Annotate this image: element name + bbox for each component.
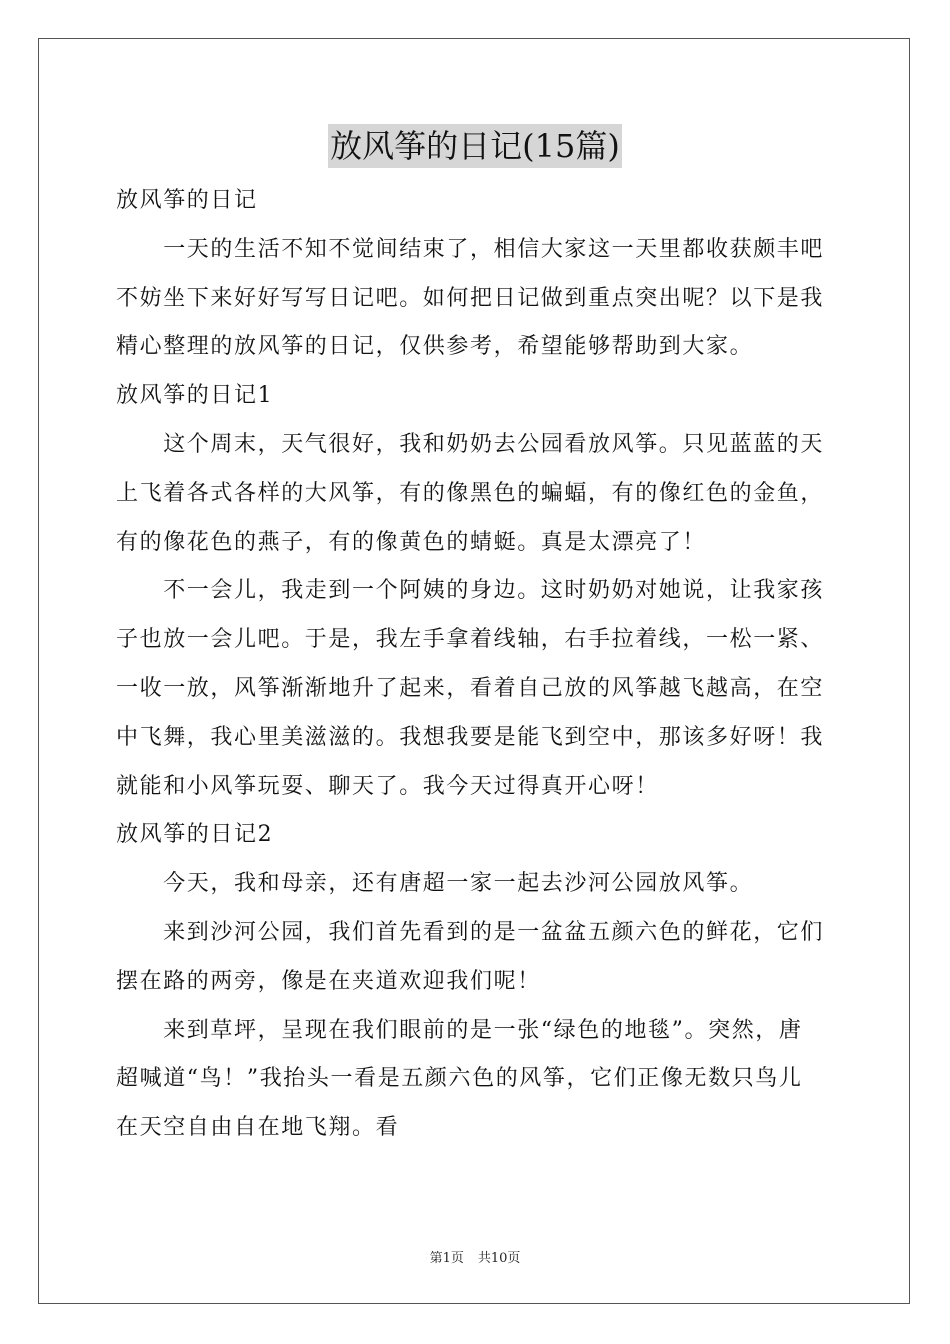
document-title: 放风筝的日记(15篇) xyxy=(328,124,622,168)
text-line: 精心整理的放风筝的日记，仅供参考，希望能够帮助到大家。 xyxy=(116,334,754,360)
text-line: 一天的生活不知不觉间结束了，相信大家这一天里都收获颇丰吧 xyxy=(116,236,825,262)
text-line: 摆在路的两旁，像是在夹道欢迎我们呢！ xyxy=(116,968,541,994)
text-line: 不一会儿，我走到一个阿姨的身边。这时奶奶对她说，让我家孩 xyxy=(116,578,825,604)
text-line: 今天，我和母亲，还有唐超一家一起去沙河公园放风筝。 xyxy=(116,871,754,897)
text-line: 中飞舞，我心里美滋滋的。我想我要是能飞到空中，那该多好呀！我 xyxy=(116,724,825,750)
page-total: 共10页 xyxy=(477,1251,521,1266)
document-body xyxy=(116,177,834,1153)
text-line: 上飞着各式各样的大风筝，有的像黑色的蝙蝠，有的像红色的金鱼， xyxy=(116,480,825,506)
section-heading: 放风筝的日记 xyxy=(116,188,258,213)
text-line: 就能和小风筝玩耍、聊天了。我今天过得真开心呀！ xyxy=(116,773,659,799)
text-line: 来到草坪，呈现在我们眼前的是一张“绿色的地毯”。突然，唐 xyxy=(116,1017,803,1043)
page-number: 第1页 xyxy=(429,1251,464,1266)
section-heading: 放风筝的日记1 xyxy=(116,383,274,409)
text-line: 一收一放，风筝渐渐地升了起来，看着自己放的风筝越飞越高，在空 xyxy=(116,675,825,701)
section-heading: 放风筝的日记2 xyxy=(116,822,274,848)
text-line: 在天空自由自在地飞翔。看 xyxy=(116,1115,400,1141)
text-line: 这个周末，天气很好，我和奶奶去公园看放风筝。只见蓝蓝的天 xyxy=(116,431,825,457)
text-line: 不妨坐下来好好写写日记吧。如何把日记做到重点突出呢？以下是我 xyxy=(116,285,825,311)
text-line: 子也放一会儿吧。于是，我左手拿着线轴，右手拉着线，一松一紧、 xyxy=(116,627,825,653)
text-line: 超喊道“鸟！”我抬头一看是五颜六色的风筝，它们正像无数只鸟儿 xyxy=(116,1066,803,1092)
text-line: 有的像花色的燕子，有的像黄色的蜻蜓。真是太漂亮了！ xyxy=(116,529,707,555)
text-line: 来到沙河公园，我们首先看到的是一盆盆五颜六色的鲜花，它们 xyxy=(116,919,825,945)
page-footer xyxy=(0,1247,950,1266)
title-wrap xyxy=(0,124,950,168)
